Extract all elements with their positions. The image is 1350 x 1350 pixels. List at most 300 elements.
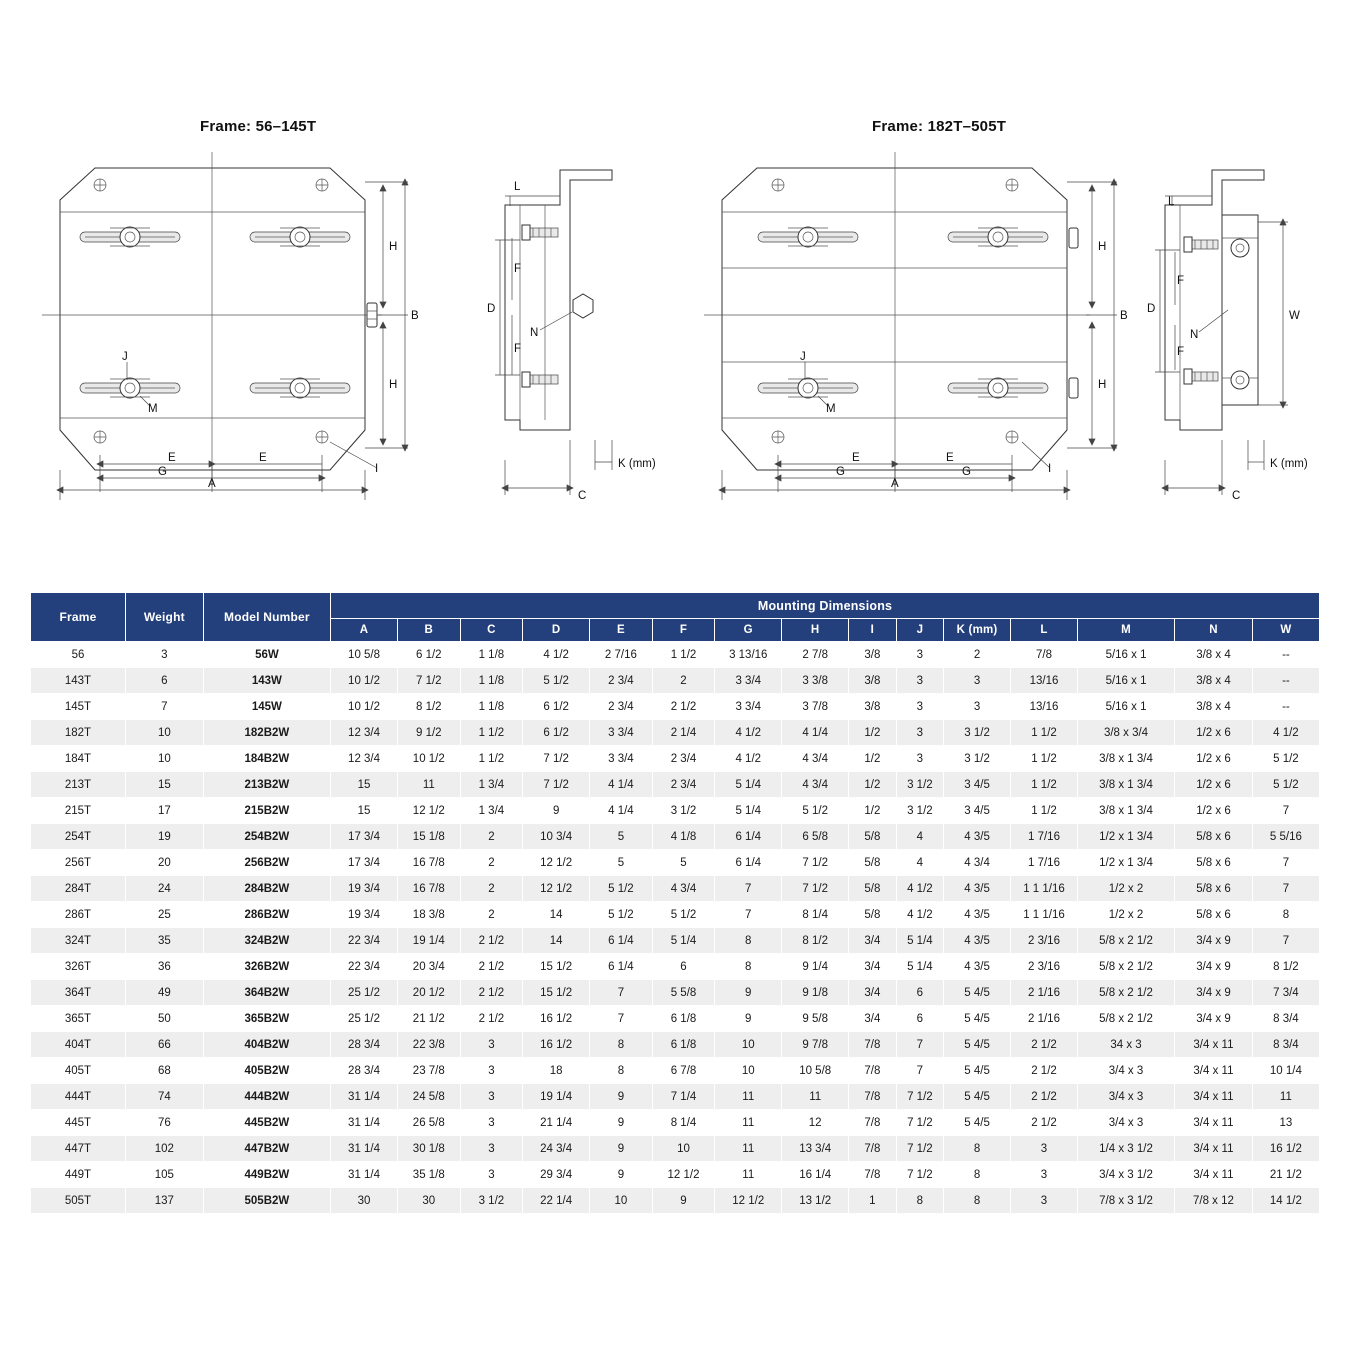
mounting-dimension-drawings: [0, 0, 1350, 560]
col-header-dim-B: B: [398, 619, 461, 642]
cell-dim-D: 19 1/4: [523, 1084, 590, 1110]
cell-dim-M: 5/8 x 2 1/2: [1077, 928, 1174, 954]
cell-dim-G: 7: [715, 902, 782, 928]
cell-model-number: 405B2W: [203, 1058, 330, 1084]
cell-dim-E: 7: [590, 1006, 653, 1032]
cell-dim-W: --: [1252, 668, 1319, 694]
cell-frame: 365T: [31, 1006, 126, 1032]
col-header-dim-N: N: [1175, 619, 1253, 642]
cell-dim-G: 5 1/4: [715, 798, 782, 824]
cell-dim-G: 10: [715, 1032, 782, 1058]
cell-dim-H: 4 1/4: [782, 720, 849, 746]
cell-frame: 445T: [31, 1110, 126, 1136]
cell-dim-J: 3: [896, 668, 943, 694]
mounting-dimensions-table: [30, 592, 1320, 1214]
cell-dim-L: 2 1/16: [1011, 980, 1078, 1006]
cell-dim-G: 11: [715, 1084, 782, 1110]
cell-dim-B: 22 3/8: [398, 1032, 461, 1058]
cell-dim-I: 1/2: [849, 798, 896, 824]
cell-dim-M: 1/2 x 2: [1077, 876, 1174, 902]
cell-dim-A: 22 3/4: [331, 954, 398, 980]
cell-dim-C: 1 3/4: [460, 798, 523, 824]
cell-dim-C: 3: [460, 1110, 523, 1136]
cell-model-number: 404B2W: [203, 1032, 330, 1058]
cell-dim-E: 8: [590, 1032, 653, 1058]
cell-dim-B: 21 1/2: [398, 1006, 461, 1032]
cell-dim-F: 7 1/4: [652, 1084, 715, 1110]
cell-dim-C: 2 1/2: [460, 980, 523, 1006]
label-B: B: [1120, 310, 1128, 322]
cell-dim-B: 26 5/8: [398, 1110, 461, 1136]
cell-dim-G: 4 1/2: [715, 746, 782, 772]
cell-dim-F: 5: [652, 850, 715, 876]
cell-model-number: 326B2W: [203, 954, 330, 980]
cell-dim-G: 12 1/2: [715, 1188, 782, 1214]
label-E: E: [852, 452, 860, 464]
cell-dim-K: 5 4/5: [944, 1032, 1011, 1058]
cell-dim-E: 10: [590, 1188, 653, 1214]
cell-frame: 324T: [31, 928, 126, 954]
cell-dim-F: 4 1/8: [652, 824, 715, 850]
cell-dim-C: 1 1/8: [460, 694, 523, 720]
cell-dim-H: 9 5/8: [782, 1006, 849, 1032]
cell-dim-D: 12 1/2: [523, 876, 590, 902]
label-L: L: [1168, 196, 1175, 208]
cell-dim-W: 7: [1252, 876, 1319, 902]
cell-dim-D: 7 1/2: [523, 746, 590, 772]
cell-dim-W: 8 3/4: [1252, 1006, 1319, 1032]
cell-dim-B: 6 1/2: [398, 642, 461, 668]
cell-dim-D: 4 1/2: [523, 642, 590, 668]
cell-dim-M: 5/16 x 1: [1077, 668, 1174, 694]
cell-dim-H: 7 1/2: [782, 876, 849, 902]
label-G: G: [158, 466, 167, 478]
cell-dim-N: 3/4 x 11: [1175, 1110, 1253, 1136]
cell-dim-E: 5: [590, 824, 653, 850]
cell-dim-F: 8 1/4: [652, 1110, 715, 1136]
cell-dim-K: 4 3/5: [944, 902, 1011, 928]
cell-dim-H: 6 5/8: [782, 824, 849, 850]
cell-weight: 15: [125, 772, 203, 798]
cell-dim-F: 2: [652, 668, 715, 694]
cell-frame: 143T: [31, 668, 126, 694]
cell-dim-N: 3/4 x 9: [1175, 954, 1253, 980]
cell-dim-A: 12 3/4: [331, 720, 398, 746]
label-K: K (mm): [1270, 458, 1308, 470]
cell-dim-J: 7 1/2: [896, 1136, 943, 1162]
cell-model-number: 184B2W: [203, 746, 330, 772]
cell-dim-G: 3 3/4: [715, 694, 782, 720]
cell-dim-K: 5 4/5: [944, 1110, 1011, 1136]
cell-dim-H: 2 7/8: [782, 642, 849, 668]
cell-dim-B: 24 5/8: [398, 1084, 461, 1110]
label-G: G: [962, 466, 971, 478]
cell-dim-K: 8: [944, 1162, 1011, 1188]
cell-dim-C: 3: [460, 1032, 523, 1058]
cell-dim-E: 8: [590, 1058, 653, 1084]
cell-weight: 20: [125, 850, 203, 876]
cell-dim-L: 1 1 1/16: [1011, 876, 1078, 902]
cell-dim-B: 10 1/2: [398, 746, 461, 772]
cell-dim-I: 7/8: [849, 1110, 896, 1136]
cell-frame: 215T: [31, 798, 126, 824]
cell-dim-K: 5 4/5: [944, 1058, 1011, 1084]
table-row: [31, 746, 1320, 772]
table-body: [31, 642, 1320, 1214]
table-row: [31, 642, 1320, 668]
cell-dim-B: 9 1/2: [398, 720, 461, 746]
col-header-dim-K: K (mm): [944, 619, 1011, 642]
cell-dim-G: 6 1/4: [715, 850, 782, 876]
cell-dim-D: 14: [523, 902, 590, 928]
cell-dim-G: 8: [715, 954, 782, 980]
cell-dim-M: 34 x 3: [1077, 1032, 1174, 1058]
cell-dim-A: 31 1/4: [331, 1162, 398, 1188]
cell-dim-D: 29 3/4: [523, 1162, 590, 1188]
cell-dim-D: 6 1/2: [523, 694, 590, 720]
label-J: J: [800, 351, 806, 363]
cell-dim-L: 2 1/2: [1011, 1058, 1078, 1084]
cell-dim-K: 8: [944, 1136, 1011, 1162]
cell-dim-C: 2: [460, 902, 523, 928]
col-header-dim-D: D: [523, 619, 590, 642]
cell-dim-D: 21 1/4: [523, 1110, 590, 1136]
cell-model-number: 284B2W: [203, 876, 330, 902]
diagram-section: [0, 0, 1350, 560]
figure-title-left: Frame: 56–145T: [200, 118, 317, 135]
cell-model-number: 145W: [203, 694, 330, 720]
col-header-dim-L: L: [1011, 619, 1078, 642]
cell-dim-H: 3 7/8: [782, 694, 849, 720]
cell-dim-W: 21 1/2: [1252, 1162, 1319, 1188]
cell-dim-B: 30: [398, 1188, 461, 1214]
mount-slot: [948, 378, 1048, 398]
cell-dim-C: 3: [460, 1136, 523, 1162]
cell-dim-I: 1/2: [849, 746, 896, 772]
cell-dim-E: 5 1/2: [590, 902, 653, 928]
cell-dim-B: 18 3/8: [398, 902, 461, 928]
cell-dim-G: 11: [715, 1136, 782, 1162]
cell-model-number: 286B2W: [203, 902, 330, 928]
cell-dim-E: 9: [590, 1162, 653, 1188]
cell-dim-A: 15: [331, 772, 398, 798]
cell-dim-I: 5/8: [849, 850, 896, 876]
cell-frame: 145T: [31, 694, 126, 720]
cell-dim-E: 3 3/4: [590, 746, 653, 772]
cell-dim-A: 10 5/8: [331, 642, 398, 668]
cell-dim-G: 11: [715, 1110, 782, 1136]
cell-dim-D: 5 1/2: [523, 668, 590, 694]
cell-frame: 447T: [31, 1136, 126, 1162]
cell-weight: 10: [125, 746, 203, 772]
cell-model-number: 256B2W: [203, 850, 330, 876]
cell-dim-M: 3/8 x 3/4: [1077, 720, 1174, 746]
cell-dim-B: 23 7/8: [398, 1058, 461, 1084]
cell-model-number: 215B2W: [203, 798, 330, 824]
label-F: F: [1177, 346, 1185, 358]
cell-dim-E: 5 1/2: [590, 876, 653, 902]
cell-dim-C: 1 1/2: [460, 746, 523, 772]
mount-slot: [948, 227, 1048, 247]
cell-dim-I: 1/2: [849, 772, 896, 798]
cell-dim-L: 3: [1011, 1162, 1078, 1188]
cell-dim-F: 5 5/8: [652, 980, 715, 1006]
cell-dim-F: 5 1/2: [652, 902, 715, 928]
cell-weight: 105: [125, 1162, 203, 1188]
label-I: I: [1048, 463, 1052, 475]
cell-dim-D: 9: [523, 798, 590, 824]
cell-dim-B: 16 7/8: [398, 876, 461, 902]
cell-dim-A: 19 3/4: [331, 876, 398, 902]
cell-dim-A: 30: [331, 1188, 398, 1214]
cell-dim-W: 8 3/4: [1252, 1032, 1319, 1058]
cell-dim-M: 3/8 x 1 3/4: [1077, 772, 1174, 798]
cell-frame: 444T: [31, 1084, 126, 1110]
cell-dim-M: 5/16 x 1: [1077, 642, 1174, 668]
cell-weight: 10: [125, 720, 203, 746]
table-row: [31, 1162, 1320, 1188]
cell-dim-I: 5/8: [849, 876, 896, 902]
cell-dim-E: 2 3/4: [590, 668, 653, 694]
cell-dim-B: 8 1/2: [398, 694, 461, 720]
cell-dim-M: 1/4 x 3 1/2: [1077, 1136, 1174, 1162]
table-row: [31, 876, 1320, 902]
cell-dim-J: 5 1/4: [896, 954, 943, 980]
cell-dim-N: 3/4 x 11: [1175, 1084, 1253, 1110]
mount-slot: [250, 227, 350, 247]
cell-dim-F: 1 1/2: [652, 642, 715, 668]
cell-dim-H: 4 3/4: [782, 746, 849, 772]
cell-dim-C: 2: [460, 876, 523, 902]
cell-dim-M: 3/4 x 3: [1077, 1058, 1174, 1084]
cell-model-number: 143W: [203, 668, 330, 694]
cell-dim-L: 13/16: [1011, 694, 1078, 720]
cell-dim-W: 14 1/2: [1252, 1188, 1319, 1214]
cell-dim-E: 9: [590, 1110, 653, 1136]
col-header-dim-M: M: [1077, 619, 1174, 642]
cell-dim-F: 2 1/4: [652, 720, 715, 746]
cell-dim-H: 9 1/4: [782, 954, 849, 980]
cell-dim-A: 17 3/4: [331, 824, 398, 850]
cell-dim-L: 13/16: [1011, 668, 1078, 694]
cell-dim-K: 5 4/5: [944, 1006, 1011, 1032]
cell-dim-H: 7 1/2: [782, 850, 849, 876]
cell-weight: 50: [125, 1006, 203, 1032]
cell-dim-N: 3/4 x 11: [1175, 1162, 1253, 1188]
cell-dim-L: 2 1/16: [1011, 1006, 1078, 1032]
cell-dim-B: 11: [398, 772, 461, 798]
cell-dim-N: 3/4 x 11: [1175, 1136, 1253, 1162]
cell-model-number: 447B2W: [203, 1136, 330, 1162]
col-header-dim-H: H: [782, 619, 849, 642]
cell-dim-M: 3/4 x 3: [1077, 1110, 1174, 1136]
cell-dim-E: 3 3/4: [590, 720, 653, 746]
cell-dim-K: 4 3/5: [944, 824, 1011, 850]
cell-dim-H: 8 1/4: [782, 902, 849, 928]
cell-dim-J: 3: [896, 642, 943, 668]
cell-dim-A: 31 1/4: [331, 1136, 398, 1162]
cell-weight: 24: [125, 876, 203, 902]
cell-dim-M: 5/8 x 2 1/2: [1077, 1006, 1174, 1032]
cell-dim-A: 22 3/4: [331, 928, 398, 954]
cell-dim-W: 7 3/4: [1252, 980, 1319, 1006]
cell-dim-J: 3 1/2: [896, 772, 943, 798]
cell-dim-N: 3/4 x 11: [1175, 1032, 1253, 1058]
cell-dim-M: 1/2 x 1 3/4: [1077, 850, 1174, 876]
cell-dim-A: 31 1/4: [331, 1084, 398, 1110]
cell-dim-E: 2 3/4: [590, 694, 653, 720]
cell-dim-N: 5/8 x 6: [1175, 824, 1253, 850]
cell-frame: 182T: [31, 720, 126, 746]
cell-dim-C: 1 1/2: [460, 720, 523, 746]
cell-dim-M: 5/8 x 2 1/2: [1077, 980, 1174, 1006]
label-D: D: [1147, 303, 1156, 315]
cell-dim-N: 3/4 x 9: [1175, 980, 1253, 1006]
cell-dim-C: 2 1/2: [460, 954, 523, 980]
label-D: D: [487, 303, 496, 315]
cell-dim-D: 16 1/2: [523, 1032, 590, 1058]
cell-dim-D: 14: [523, 928, 590, 954]
cell-dim-B: 19 1/4: [398, 928, 461, 954]
cell-dim-A: 17 3/4: [331, 850, 398, 876]
mount-slot: [80, 227, 180, 247]
cell-dim-E: 9: [590, 1136, 653, 1162]
cell-dim-K: 3 4/5: [944, 798, 1011, 824]
col-header-frame: Frame: [31, 593, 126, 642]
right-front-view: [704, 152, 1128, 500]
cell-dim-N: 7/8 x 12: [1175, 1188, 1253, 1214]
cell-dim-E: 6 1/4: [590, 954, 653, 980]
col-header-weight: Weight: [125, 593, 203, 642]
cell-dim-E: 2 7/16: [590, 642, 653, 668]
cell-weight: 49: [125, 980, 203, 1006]
left-side-view: [487, 170, 656, 502]
cell-dim-K: 4 3/4: [944, 850, 1011, 876]
cell-dim-I: 3/4: [849, 928, 896, 954]
cell-dim-G: 11: [715, 1162, 782, 1188]
cell-frame: 326T: [31, 954, 126, 980]
cell-dim-J: 8: [896, 1188, 943, 1214]
cell-dim-C: 2 1/2: [460, 1006, 523, 1032]
cell-dim-A: 15: [331, 798, 398, 824]
cell-dim-N: 1/2 x 6: [1175, 798, 1253, 824]
cell-dim-M: 7/8 x 3 1/2: [1077, 1188, 1174, 1214]
cell-dim-W: 8 1/2: [1252, 954, 1319, 980]
col-header-dim-I: I: [849, 619, 896, 642]
cell-dim-I: 3/8: [849, 642, 896, 668]
cell-dim-F: 6 1/8: [652, 1006, 715, 1032]
cell-dim-A: 19 3/4: [331, 902, 398, 928]
table-row: [31, 798, 1320, 824]
cell-dim-N: 1/2 x 6: [1175, 746, 1253, 772]
cell-dim-B: 20 3/4: [398, 954, 461, 980]
cell-model-number: 254B2W: [203, 824, 330, 850]
label-B: B: [411, 310, 419, 322]
cell-dim-L: 3: [1011, 1136, 1078, 1162]
cell-weight: 74: [125, 1084, 203, 1110]
cell-dim-F: 3 1/2: [652, 798, 715, 824]
cell-dim-F: 2 3/4: [652, 746, 715, 772]
cell-dim-D: 12 1/2: [523, 850, 590, 876]
table-row: [31, 1136, 1320, 1162]
cell-dim-L: 1 1/2: [1011, 798, 1078, 824]
label-H: H: [389, 379, 398, 391]
figure-title-right: Frame: 182T–505T: [872, 118, 1007, 135]
cell-dim-J: 7: [896, 1032, 943, 1058]
cell-dim-W: 13: [1252, 1110, 1319, 1136]
cell-dim-W: --: [1252, 642, 1319, 668]
table-row: [31, 772, 1320, 798]
cell-dim-N: 3/4 x 9: [1175, 928, 1253, 954]
cell-dim-F: 6 7/8: [652, 1058, 715, 1084]
cell-dim-B: 12 1/2: [398, 798, 461, 824]
cell-dim-W: 7: [1252, 798, 1319, 824]
cell-dim-K: 8: [944, 1188, 1011, 1214]
cell-dim-J: 7: [896, 1058, 943, 1084]
cell-dim-L: 1 7/16: [1011, 850, 1078, 876]
cell-weight: 7: [125, 694, 203, 720]
cell-weight: 3: [125, 642, 203, 668]
col-header-dim-G: G: [715, 619, 782, 642]
cell-dim-C: 3: [460, 1162, 523, 1188]
cell-dim-L: 1 7/16: [1011, 824, 1078, 850]
cell-frame: 256T: [31, 850, 126, 876]
mount-slot: [80, 378, 180, 398]
cell-dim-L: 2 1/2: [1011, 1084, 1078, 1110]
cell-weight: 137: [125, 1188, 203, 1214]
label-F: F: [514, 343, 522, 355]
cell-dim-F: 4 3/4: [652, 876, 715, 902]
cell-dim-L: 2 1/2: [1011, 1032, 1078, 1058]
cell-dim-N: 3/4 x 9: [1175, 1006, 1253, 1032]
cell-dim-D: 18: [523, 1058, 590, 1084]
cell-frame: 286T: [31, 902, 126, 928]
cell-dim-W: 11: [1252, 1084, 1319, 1110]
cell-dim-G: 9: [715, 980, 782, 1006]
label-M: M: [148, 403, 158, 415]
cell-dim-G: 10: [715, 1058, 782, 1084]
cell-dim-N: 3/8 x 4: [1175, 694, 1253, 720]
cell-dim-L: 1 1/2: [1011, 720, 1078, 746]
cell-dim-I: 7/8: [849, 1136, 896, 1162]
cell-dim-K: 3: [944, 668, 1011, 694]
cell-dim-L: 2 3/16: [1011, 928, 1078, 954]
cell-dim-M: 3/8 x 1 3/4: [1077, 798, 1174, 824]
label-I: I: [375, 463, 379, 475]
cell-frame: 449T: [31, 1162, 126, 1188]
table-row: [31, 928, 1320, 954]
table-row: [31, 850, 1320, 876]
table-row: [31, 1110, 1320, 1136]
label-N: N: [530, 327, 539, 339]
table-row: [31, 1058, 1320, 1084]
cell-dim-C: 3 1/2: [460, 1188, 523, 1214]
cell-dim-I: 7/8: [849, 1162, 896, 1188]
cell-dim-F: 2 3/4: [652, 772, 715, 798]
cell-dim-D: 7 1/2: [523, 772, 590, 798]
label-E: E: [259, 452, 267, 464]
cell-dim-G: 7: [715, 876, 782, 902]
cell-dim-A: 25 1/2: [331, 1006, 398, 1032]
cell-dim-K: 3 1/2: [944, 746, 1011, 772]
cell-dim-K: 3: [944, 694, 1011, 720]
cell-frame: 56: [31, 642, 126, 668]
cell-dim-J: 6: [896, 980, 943, 1006]
col-header-dim-W: W: [1252, 619, 1319, 642]
label-C: C: [1232, 490, 1241, 502]
table-row: [31, 902, 1320, 928]
cell-dim-I: 3/4: [849, 1006, 896, 1032]
